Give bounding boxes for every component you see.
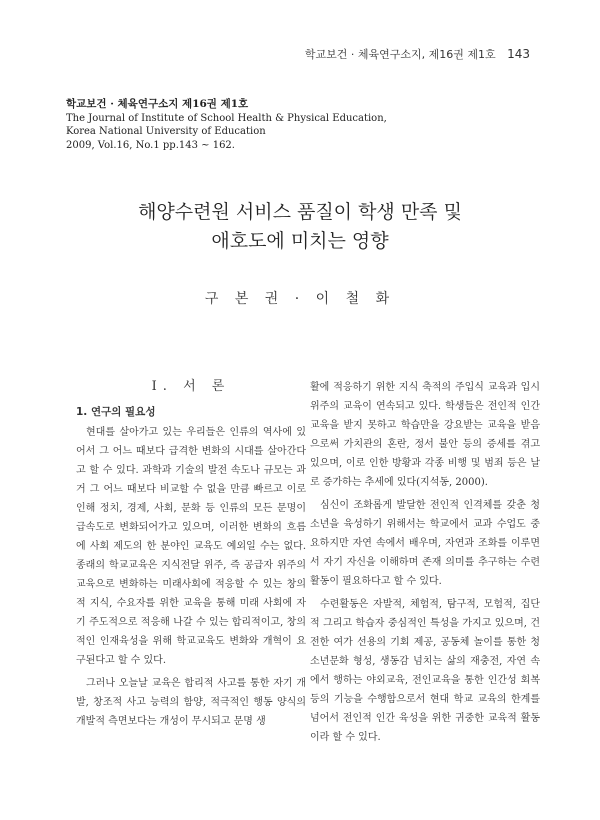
section-heading: I. 서 론 bbox=[151, 379, 231, 394]
left-column bbox=[76, 378, 306, 731]
paragraph: 현대를 살아가고 있는 우리들은 인류의 역사에 있어서 그 어느 때보다 급격한 변화의 시대를 살아간다고 할 수 있다. 과학과 기술의 발전 속도나 규모는 과거 그 어느 때보다 비교할 수 없을 만큼 빠르고 이로 인해 정치, 경제, 사회, 문화 등 인류의 모든 문명이 급속도로 변화되어가고 있으며, 이러한 변화의 흐름에 사회 제도의 한 분야인 교육도 예외일 수는 없다. 종래의 학교교육은 지식전달 위주, 즉 공급자 위주의 교육으로 변화하는 미래사회에 적응할 수 있는 창의적 지식, 수요자를 위한 교육을 통해 미래 사회에 자기 주도적으로 적응해 나갈 수 있는 합리적이고, 창의적인 인재육성을 위해 학교교육도 변화와 개혁이 요구된다고 할 수 있다. bbox=[76, 427, 306, 666]
paragraph: 심신이 조화롭게 발달한 전인적 인격체를 갖춘 청소년을 육성하기 위해서는 학교에서 교과 수업도 중요하지만 자연 속에서 배우며, 자연과 조화를 이루면서 자기 자신을 이해하며 존재 의미를 추구하는 수련활동이 필요하다고 할 수 있다. bbox=[310, 500, 540, 587]
journal-info-english-line1: The Journal of Institute of School Health & Physical Education, bbox=[66, 112, 387, 124]
subheading: 1. 연구의 필요성 bbox=[76, 406, 156, 418]
right-column bbox=[310, 378, 540, 747]
journal-info-korean: 학교보건 · 체육연구소지 제16권 제1호 bbox=[66, 98, 249, 110]
page-number: 143 bbox=[507, 47, 530, 61]
paper-title-line2: 애호도에 미치는 영향 bbox=[211, 230, 389, 252]
journal-info-volume: 2009, Vol.16, No.1 pp.143 ~ 162. bbox=[66, 139, 235, 151]
running-header-journal: 학교보건 · 체육연구소지, 제16권 제1호 bbox=[304, 48, 496, 61]
paper-title-line1: 해양수련원 서비스 품질이 학생 만족 및 bbox=[138, 201, 462, 223]
journal-info bbox=[66, 98, 387, 152]
paragraph: 수련활동은 자발적, 체험적, 탐구적, 모험적, 집단적 그리고 학습자 중심적인 특성을 가지고 있으며, 건전한 여가 선용의 기회 제공, 공동체 놀이를 통한 청소년문화 형성, 생동감 넘치는 삶의 재충전, 자연 속에서 행하는 야외교육, 전인교육을 통한 인간성 회복 등의 기능을 수행함으로서 현대 학교 교육의 한계를 넘어서 전인적 인간 육성을 위한 귀중한 교육적 활동이라 할 수 있다. bbox=[310, 599, 540, 743]
paper-title bbox=[0, 198, 600, 256]
running-header bbox=[305, 46, 530, 62]
journal-info-english-line2: Korea National University of Education bbox=[66, 126, 266, 137]
authors: 구 본 권 · 이 철 화 bbox=[204, 291, 396, 307]
paragraph: 그러나 오늘날 교육은 합리적 사고를 통한 자기 개발, 창조적 사고 능력의 함양, 적극적인 행동 양식의 개발적 측면보다는 개성이 무시되고 문명 생 bbox=[76, 678, 306, 727]
paragraph: 활에 적응하기 위한 지식 축적의 주입식 교육과 입시 위주의 교육이 연속되고 있다. 학생들은 전인적 인간 교육을 받지 못하고 학습만을 강요받는 교육을 받음으로써 가치관의 혼란, 정서 불안 등의 증세를 겪고 있으며, 이로 인한 방황과 각종 비행 및 범죄 등은 날로 증가하는 추세에 있다(지석동, 2000). bbox=[310, 382, 540, 488]
